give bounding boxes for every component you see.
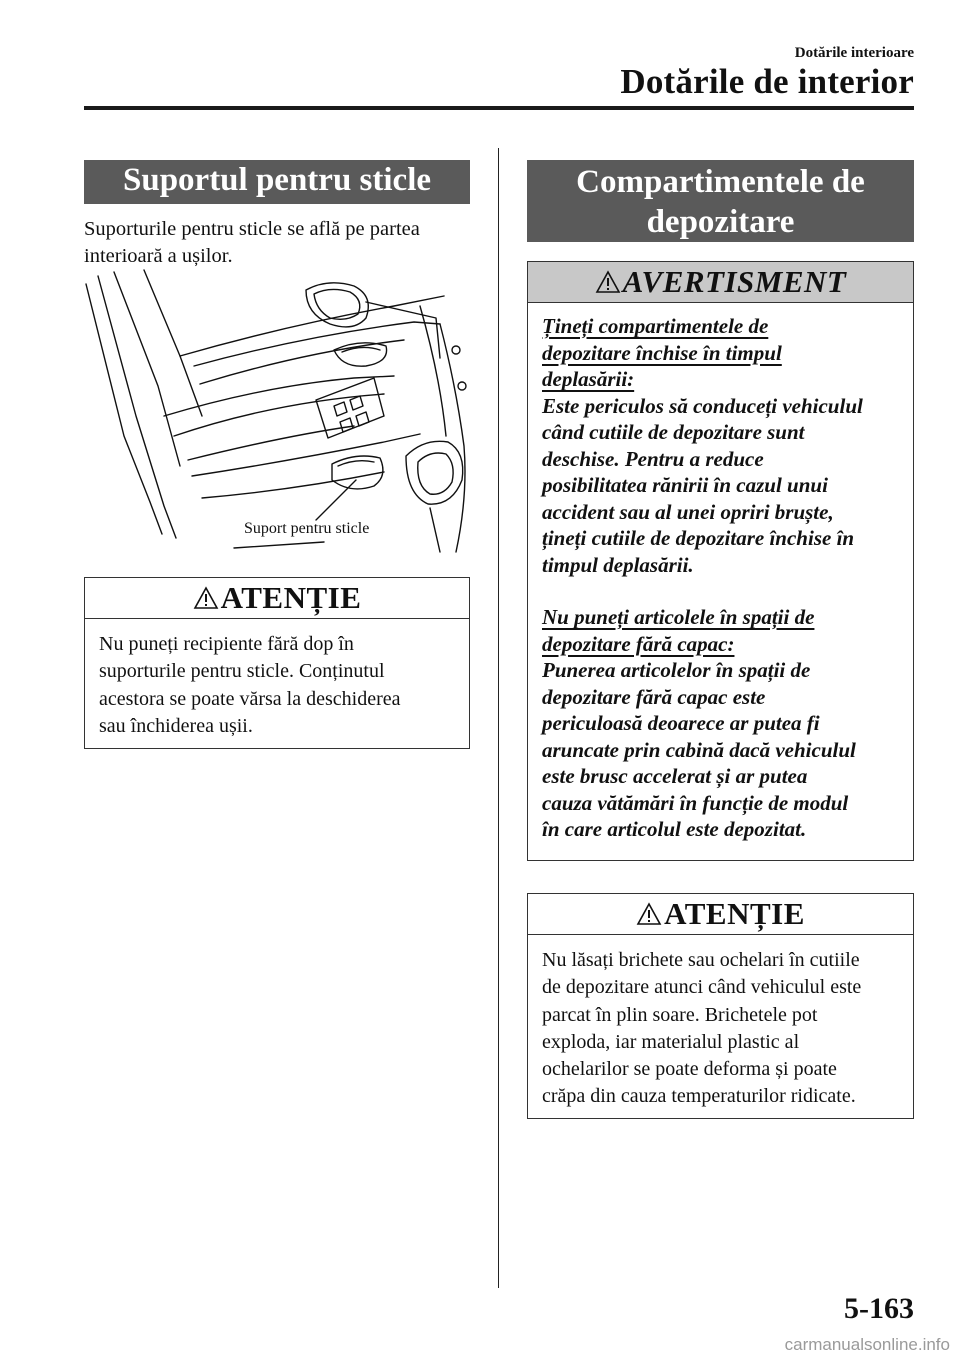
warning-line: cauza vătămări în funcție de modul xyxy=(542,790,849,815)
intro-line: interioară a ușilor. xyxy=(84,245,233,267)
warning-line: este brusc accelerat și ar putea xyxy=(542,764,808,788)
caution-text xyxy=(85,619,469,752)
warning-heading-line: Nu puneți articolele în spații de xyxy=(542,605,815,629)
chapter-title: Dotările de interior xyxy=(620,62,914,101)
caution-line: de depozitare atunci când vehiculul este xyxy=(542,976,862,999)
warning-text xyxy=(528,303,913,853)
warning-line: deschise. Pentru a reduce xyxy=(542,446,764,471)
warning-line: când cutiile de depozitare sunt xyxy=(542,420,805,444)
section-title-line: depozitare xyxy=(646,204,795,240)
caution-header xyxy=(85,578,469,619)
warning-line: periculoasă deoarece ar putea fi xyxy=(542,711,820,735)
warning-heading-line: depozitare fără capac: xyxy=(542,631,735,656)
caution-title: ATENȚIE xyxy=(664,896,805,931)
warning-line: timpul deplasării. xyxy=(542,552,694,577)
warning-line: aruncate prin cabină dacă vehiculul xyxy=(542,737,856,762)
caution-line: ochelarilor se poate deforma și poate xyxy=(542,1058,837,1081)
caution-line: sau închiderea ușii. xyxy=(99,714,253,737)
figure-label: Suport pentru sticle xyxy=(244,520,370,537)
section-title-text: Suportul pentru sticle xyxy=(122,162,432,198)
intro-line: Suporturile pentru sticle se află pe partea xyxy=(84,218,420,240)
caution-line: parcat în plin soare. Brichetele pot xyxy=(542,1003,818,1026)
warning-heading-line: deplasării: xyxy=(542,367,635,391)
footer-watermark: carmanualsonline.info xyxy=(784,1335,950,1354)
warning-triangle-icon xyxy=(595,270,621,294)
warning-header xyxy=(528,262,913,303)
warning-box xyxy=(527,261,914,861)
warning-line: Punerea articolelor în spații de xyxy=(542,658,811,682)
caution-line: exploda, iar materialul plastic al xyxy=(542,1030,800,1053)
caution-line: Nu lăsați brichete sau ochelari în cutiile xyxy=(542,949,860,971)
warning-heading-line: depozitare închise în timpul xyxy=(542,340,782,365)
warning-triangle-icon xyxy=(193,586,219,610)
caution-line: Nu puneți recipiente fără dop în xyxy=(99,633,354,655)
caution-line: suporturile pentru sticle. Conținutul xyxy=(99,660,385,683)
warning-heading-line: Țineți compartimentele de xyxy=(542,314,769,338)
header-rule xyxy=(84,106,914,110)
warning-line: în care articolul este depozitat. xyxy=(542,817,807,841)
caution-title: ATENȚIE xyxy=(220,580,362,615)
door-illustration xyxy=(84,266,476,556)
warning-line: țineți cutiile de depozitare închise în xyxy=(542,526,855,550)
section-title-storage xyxy=(527,160,914,242)
section-title-line: Compartimentele de xyxy=(576,164,865,200)
caution-text xyxy=(528,935,913,1123)
section-title-bottle-holder xyxy=(84,160,470,204)
chapter-subtitle: Dotările interioare xyxy=(794,45,914,61)
warning-title: AVERTISMENT xyxy=(622,264,847,299)
page-number: 5-163 xyxy=(844,1292,914,1325)
caution-box-storage xyxy=(527,893,914,1119)
caution-line: crăpa din cauza temperaturilor ridicate. xyxy=(542,1085,856,1108)
warning-line: posibilitatea rănirii în cazul unui xyxy=(542,473,828,497)
caution-header xyxy=(528,894,913,935)
warning-line: Este periculos să conduceți vehiculul xyxy=(542,393,863,418)
caution-line: acestora se poate vărsa la deschiderea xyxy=(99,687,401,710)
caution-box-bottles xyxy=(84,577,470,749)
warning-triangle-icon xyxy=(636,902,662,926)
intro-paragraph xyxy=(84,216,420,270)
column-divider xyxy=(498,148,499,1288)
warning-line: depozitare fără capac este xyxy=(542,684,766,709)
warning-line: accident sau al unei opriri bruște, xyxy=(542,499,834,524)
